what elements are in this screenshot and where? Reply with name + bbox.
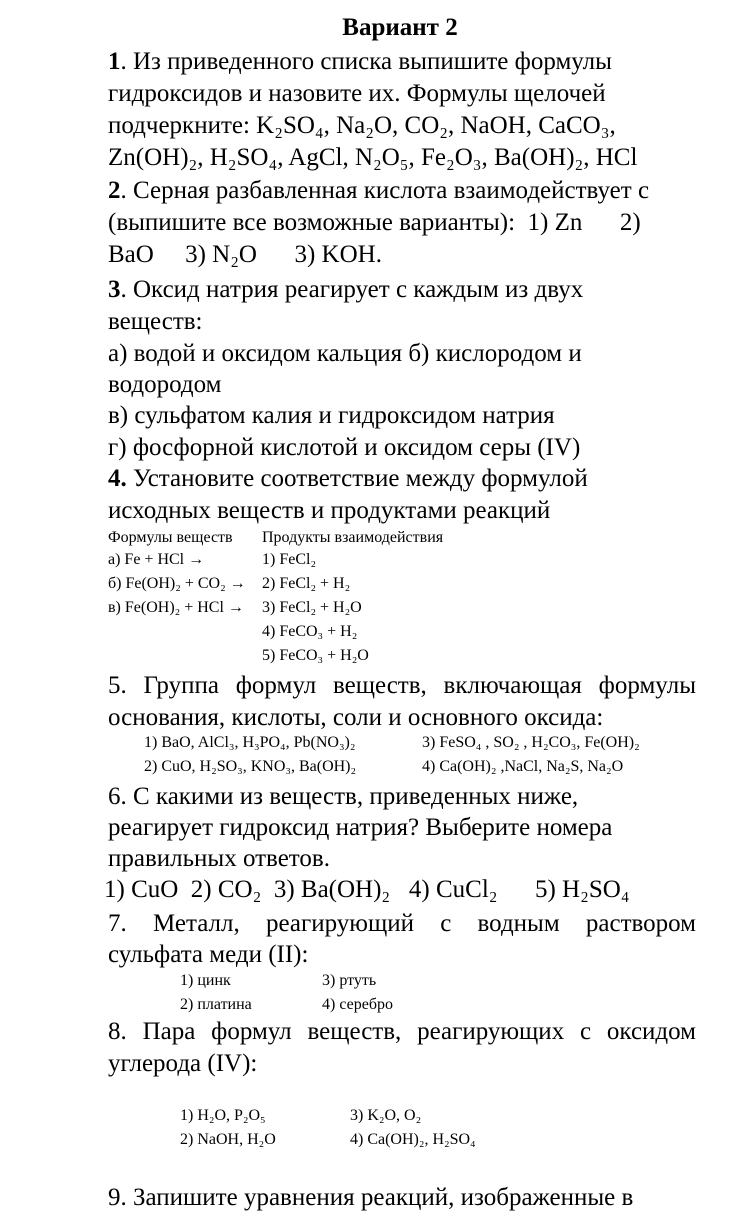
q4-text: Установите соответствие между формулой	[126, 465, 588, 492]
q3-option-v: в) сульфатом калия и гидроксидом натрия	[108, 402, 555, 429]
q6-line1: 6. С какими из веществ, приведенных ниже,	[108, 783, 579, 810]
q1-line1	[108, 46, 612, 77]
q7-option-1: 1) цинк	[180, 972, 231, 989]
q1-number: 1	[108, 48, 121, 75]
q1-line2: гидроксидов и назовите их. Формулы щелочей	[108, 80, 606, 107]
q1-line4: Zn(OH)₂, H₂SO₄, AgCl, N₂O₅, Fe₂O₃, Ba(OH)₂, HCl	[108, 144, 638, 171]
q7-option-3: 3) ртуть	[322, 972, 377, 989]
q4-right-item: 3) FeCl₂ + H₂O	[262, 599, 362, 616]
q5-line2: основания, кислоты, соли и основного оксида:	[108, 704, 604, 731]
q8-option-3: 3) K₂O, O₂	[350, 1107, 422, 1124]
q8-line2: углерода (IV):	[108, 1050, 258, 1077]
q4-line2: исходных веществ и продуктами реакций	[108, 497, 551, 524]
q6-options: 1) CuO 2) CO₂ 3) Ba(OH)₂ 4) CuCl₂ 5) H₂SO₄	[104, 876, 630, 903]
q3-number: 3	[108, 276, 121, 303]
q7-option-2: 2) платина	[180, 996, 252, 1013]
q9-line1: 9. Запишите уравнения реакций, изображенные в	[108, 1184, 634, 1211]
q8-line1: 8. Пара формул веществ, реагирующих с оксидом	[108, 1018, 696, 1045]
q3-option-g: г) фосфорной кислотой и оксидом серы (IV)	[108, 434, 581, 461]
q1-line3: подчеркните: K₂SO₄, Na₂O, CO₂, NaOH, CaCO₃,	[108, 112, 616, 139]
q4-right-item: 1) FeCl₂	[262, 551, 317, 568]
q2-number: 2	[108, 177, 121, 204]
q4-left-header: Формулы веществ	[108, 529, 233, 546]
q3-line1	[108, 274, 583, 305]
q4-right-item: 2) FeCl₂ + H₂	[262, 575, 351, 592]
q5-option-1: 1) BaO, AlCl₃, H₃PO₄, Pb(NO₃)₂	[144, 734, 356, 751]
page-title: Вариант 2	[342, 14, 458, 41]
q6-line2: реагирует гидроксид натрия? Выберите номера	[108, 814, 613, 841]
q4-right-item: 5) FeCO₃ + H₂O	[262, 647, 369, 664]
q2-line3: BaO 3) N₂O 3) KOH.	[108, 241, 382, 268]
q5-line1: 5. Группа формул веществ, включающая формулы	[108, 672, 696, 699]
q8-option-2: 2) NaOH, H₂O	[180, 1131, 276, 1148]
q2-line1	[108, 175, 649, 206]
q4-left-item: а) Fe + HCl →	[108, 551, 205, 568]
q4-left-item: б) Fe(OH)₂ + CO₂ →	[108, 575, 246, 592]
q5-option-4: 4) Ca(OH)₂ ,NaCl, Na₂S, Na₂O	[422, 758, 624, 775]
q1-text: . Из приведенного списка выпишите формулы	[120, 48, 612, 75]
q4-right-header: Продукты взаимодействия	[262, 529, 444, 546]
q4-line1	[108, 463, 588, 494]
q4-left-item: в) Fe(OH)₂ + HCl →	[108, 599, 244, 616]
q3-option-b-cont: водородом	[108, 371, 222, 398]
q7-line2: сульфата меди (II):	[108, 941, 309, 968]
q7-option-4: 4) серебро	[322, 996, 393, 1013]
q3-text: . Оксид натрия реагирует с каждым из двух	[120, 276, 584, 303]
q4-right-item: 4) FeCO₃ + H₂	[262, 623, 358, 640]
q4-number: 4.	[108, 465, 127, 492]
q2-line2: (выпишите все возможные варианты): 1) Zn 2)	[108, 209, 641, 236]
q3-line2: веществ:	[108, 308, 203, 335]
q3-option-a-b: а) водой и оксидом кальция б) кислородом и	[108, 340, 582, 367]
q2-text: . Серная разбавленная кислота взаимодействует с	[120, 177, 650, 204]
q6-line3: правильных ответов.	[108, 845, 330, 872]
q5-option-2: 2) CuO, H₂SO₃, KNO₃, Ba(OH)₂	[144, 758, 357, 775]
q5-option-3: 3) FeSO₄ , SO₂ , H₂CO₃, Fe(OH)₂	[422, 734, 640, 751]
q8-option-1: 1) H₂O, P₂O₅	[180, 1107, 266, 1124]
q8-option-4: 4) Ca(OH)₂, H₂SO₄	[350, 1131, 476, 1148]
q7-line1: 7. Металл, реагирующий с водным раствором	[108, 910, 696, 937]
